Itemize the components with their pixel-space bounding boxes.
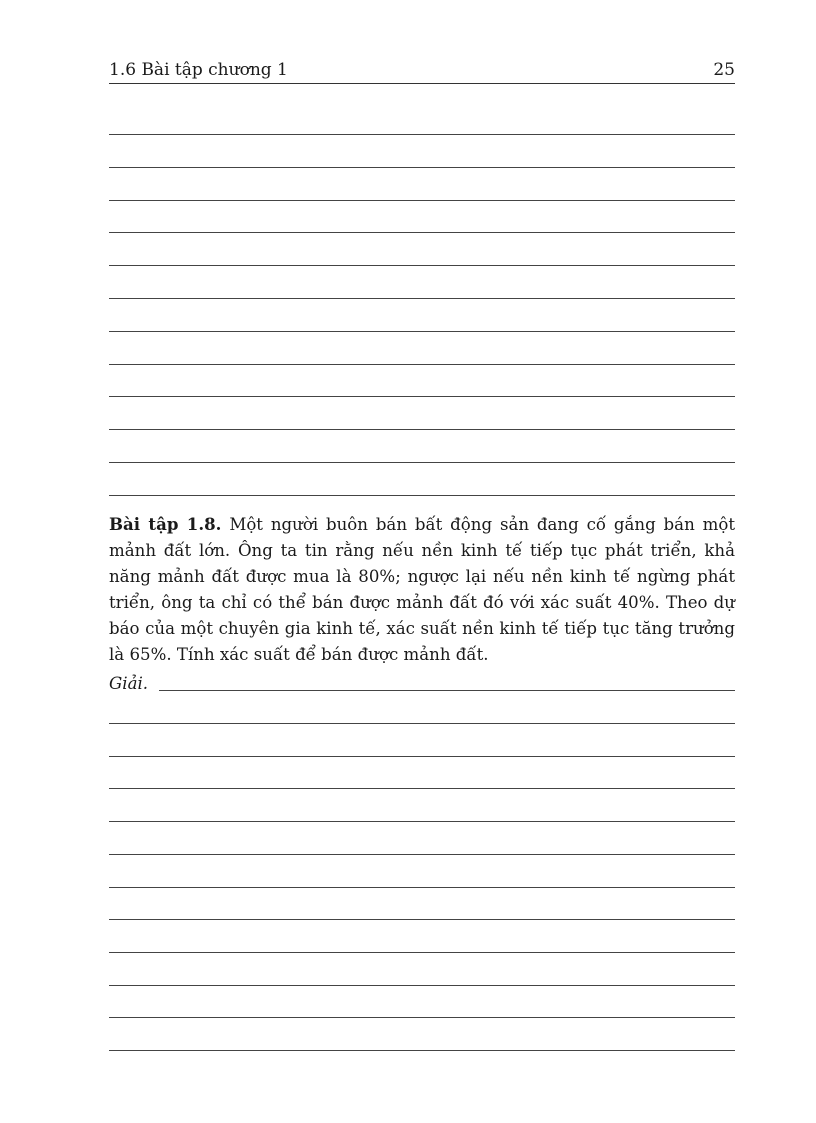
exercise-block: [109, 511, 735, 669]
answer-line[interactable]: [109, 429, 735, 430]
answer-line[interactable]: [109, 298, 735, 299]
page-header: [109, 57, 735, 84]
answer-line[interactable]: [109, 821, 735, 822]
answer-line[interactable]: [109, 1017, 735, 1018]
answer-line[interactable]: [109, 200, 735, 201]
answer-line[interactable]: [109, 134, 735, 135]
answer-line[interactable]: [109, 232, 735, 233]
answer-line[interactable]: [109, 788, 735, 789]
page-number: 25: [713, 60, 735, 80]
answer-line[interactable]: [109, 167, 735, 168]
exercise-text: Một người buôn bán bất động sản đang cố gắng bán một mảnh đất lớn. Ông ta tin rằng nếu nền kinh tế tiếp tục phát triển, khả năng mảnh đất được mua là 80%; ngược lại nếu nền kinh tế ngừng phát triển, ông ta chỉ có thể bán được mảnh đất đó với xác suất 40%. Theo dự báo của một chuyên gia kinh tế, xác suất nền kinh tế tiếp tục tăng trưởng là 65%. Tính xác suất để bán được mảnh đất.: [109, 515, 735, 665]
answer-line[interactable]: [109, 495, 735, 496]
solution-row: [109, 674, 735, 694]
answer-line[interactable]: [109, 723, 735, 724]
answer-line[interactable]: [109, 887, 735, 888]
solution-first-line[interactable]: [159, 690, 735, 691]
answer-line[interactable]: [109, 364, 735, 365]
solution-label: Giải.: [109, 674, 154, 693]
exercise-label: Bài tập 1.8.: [109, 514, 222, 534]
answer-line[interactable]: [109, 854, 735, 855]
answer-line[interactable]: [109, 265, 735, 266]
answer-line[interactable]: [109, 756, 735, 757]
answer-line[interactable]: [109, 919, 735, 920]
answer-line[interactable]: [109, 985, 735, 986]
section-title: 1.6 Bài tập chương 1: [109, 60, 288, 80]
answer-line[interactable]: [109, 952, 735, 953]
answer-line[interactable]: [109, 396, 735, 397]
answer-line[interactable]: [109, 1050, 735, 1051]
answer-line[interactable]: [109, 331, 735, 332]
answer-line[interactable]: [109, 462, 735, 463]
